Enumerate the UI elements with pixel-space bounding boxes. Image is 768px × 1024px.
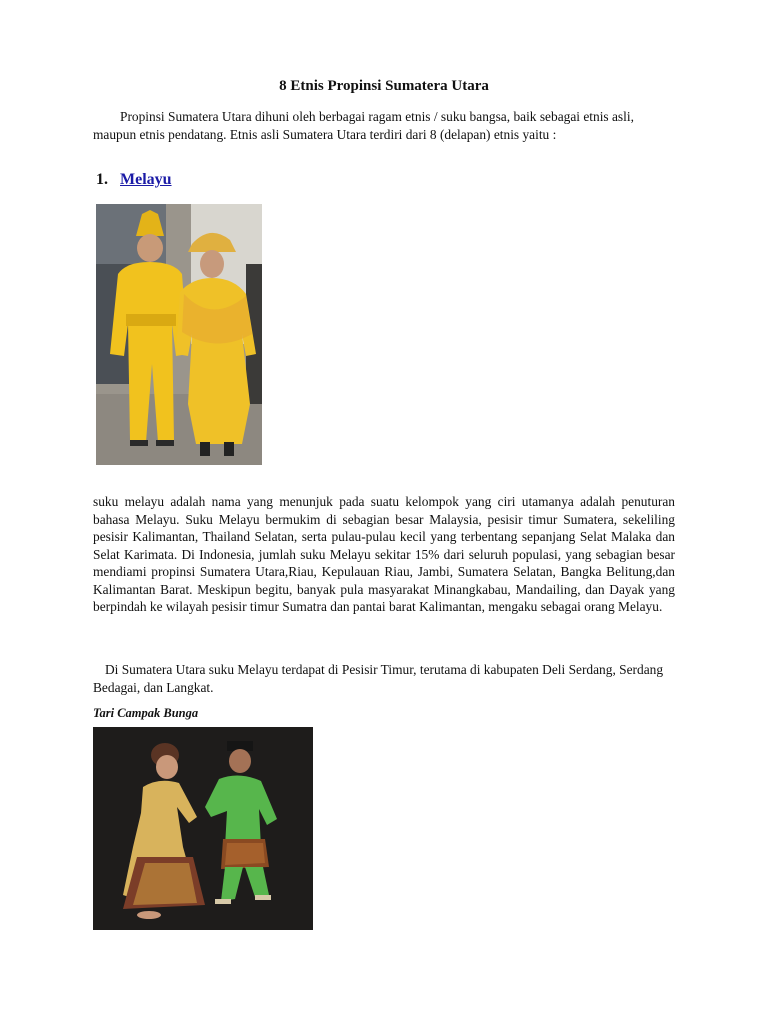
tari-campak-bunga-photo bbox=[93, 727, 313, 930]
melayu-location-paragraph: Di Sumatera Utara suku Melayu terdapat di Pesisir Timur, terutama di kabupaten Deli Serdang, Serdang Bedagai, dan Langkat. bbox=[93, 662, 664, 695]
document-title: 8 Etnis Propinsi Sumatera Utara bbox=[279, 78, 489, 94]
section-heading-melayu bbox=[96, 171, 172, 189]
melayu-description-paragraph: suku melayu adalah nama yang menunjuk pada suatu kelompok yang ciri utamanya adalah penuturan bahasa Melayu. Suku Melayu bermukim di sebagian besar Malaysia, pesisir timur Sumatera, sekeliling pesisir Kalimantan, Thailand Selatan, serta pulau-pulau kecil yang terbentang sepanjang Selat Malaka dan Selat Karimata. Di Indonesia, jumlah suku Melayu sekitar 15% dari seluruh populasi, yang sebagian besar mendiami propinsi Sumatera Utara,Riau, Kepulauan Riau, Jambi, Sumatera Selatan, Bangka Belitung,dan Kalimantan Barat. Meskipun begitu, banyak pula masyarakat Minangkabau, Mandailing, dan Dayak yang berpindah ke wilayah pesisir timur Sumatra dan pantai barat Kalimantan, mengaku sebagai orang Melayu. bbox=[93, 494, 675, 614]
section-number: 1. bbox=[96, 171, 108, 188]
melayu-link[interactable]: Melayu bbox=[120, 171, 172, 188]
dance-caption: Tari Campak Bunga bbox=[93, 706, 199, 720]
intro-paragraph: Propinsi Sumatera Utara dihuni oleh berbagai ragam etnis / suku bangsa, baik sebagai etnis asli, maupun etnis pendatang. Etnis asli Sumatera Utara terdiri dari 8 (delapan) etnis yaitu : bbox=[93, 109, 634, 142]
melayu-couple-photo bbox=[96, 204, 262, 465]
